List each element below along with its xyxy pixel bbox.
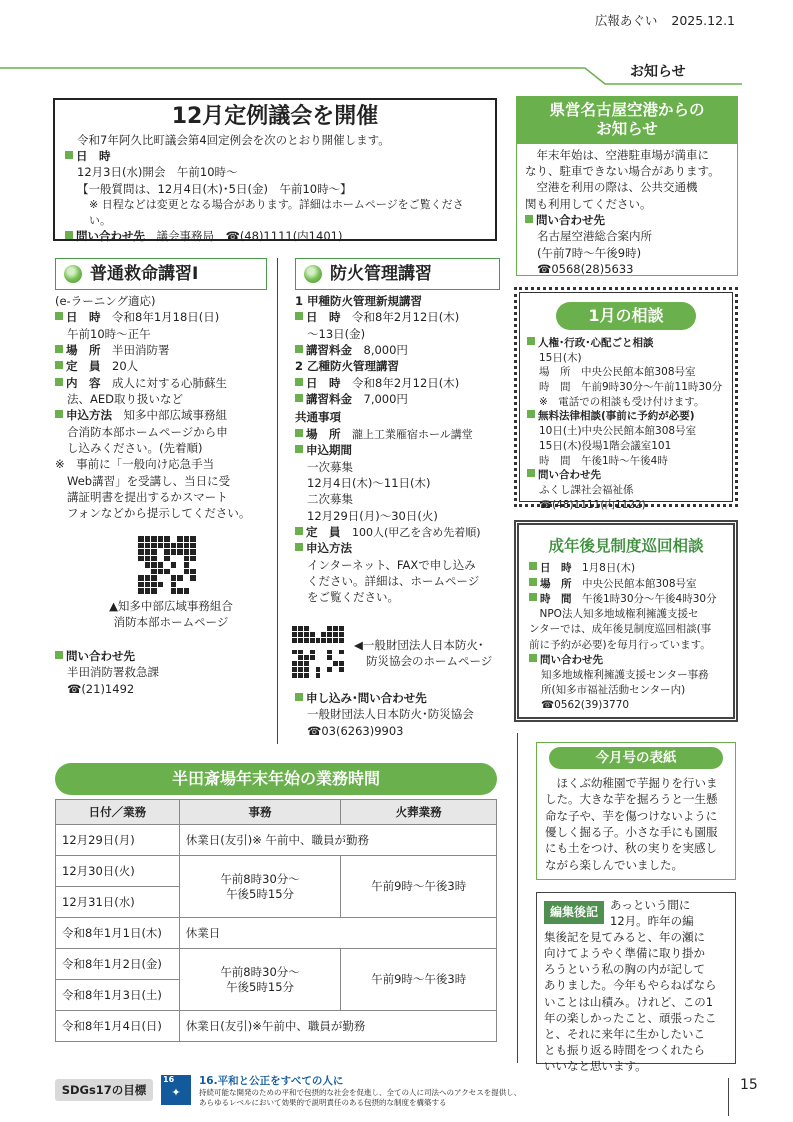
fire-phone: ☎03(6263)9903 [307, 723, 404, 738]
airport-title: 県営名古屋空港からの お知らせ [517, 97, 737, 144]
council-date-value: 12月3日(水)開会 午前10時～ [77, 165, 238, 180]
publication-name: 広報あぐい [594, 13, 658, 28]
council-title: 12月定例議会を開催 [171, 104, 379, 129]
cover-box: 今月号の表紙 ほくぶ幼稚園で芋掘りを行いま した。大きな芋を掘ろうと一生懸 命な子や、芋を傷つけないように 優しく掘る子。小さな手にも園服 にも土をつけ、秋の実りを実感し ながら楽しんでいました。 [536, 742, 736, 880]
airport-body: 年末年始は、空港駐車場が満車に [525, 147, 709, 162]
editor-label: 編集後記 [544, 901, 604, 924]
fire-section: 防火管理講習 1 甲種防火管理新規講習 日 時 令和8年2月12日(木) ～13日(金) 講習料金 8,000円 2 乙種防火管理講習 日 時 令和8年2月12日(木) 講習料金 7,000円 共通事項 場 所 瀧上工業雁宿ホール講堂 申込期間 一次募集 12月4日(木)～11日(木) 二次募集 12月29日(月)～30日(火) 定 員 100人(甲乙を含め先着順) 申込方法 インターネット、FAXで申し込み ください。詳細は、ホームページ をご覧ください。 [295, 258, 500, 606]
orb-icon [64, 265, 82, 283]
table-header: 火葬業務 [341, 800, 497, 825]
guardian-box: 成年後見制度巡回相談 日 時 1月8日(木) 場 所 中央公民館本館308号室 時 間 午後1時30分～午後4時30分 NPO法人知多地域権利擁護支援セ ンターでは、成年後見制度巡回相談(事 前に予約が必要)を毎月行っています。 問い合わせ先 知多地域権利擁護支援センター事務 所(知多市福祉活動センター内) ☎0562(39)3770 [514, 520, 738, 722]
publication-date: 2025.12.1 [671, 13, 735, 28]
table-row: 令和8年1月4日(日) 休業日(友引)※午前中、職員が勤務 [56, 1011, 497, 1042]
column-divider [517, 733, 518, 1063]
section-label: お知らせ [630, 64, 686, 80]
qr-code[interactable] [292, 626, 344, 678]
fire-title-bar [295, 258, 500, 290]
sdgs-footer: SDGs17の目標 16 ✦ 16.平和と公正をすべての人に 持続可能な開発のための平和で包摂的な社会を促進し、全ての人に司法へのアクセスを提供し、 あらゆるレベルにおいて効果的で説明責任のある包摂的な制度を構築する [55, 1075, 717, 1113]
table-row: 令和8年1月3日(土) [56, 980, 497, 1011]
editor-box: 編集後記 あっという間に 12月。昨年の編 集後記を見てみると、年の瀬に 向けてようやく準備に取り掛か ろうという私の胸の内が記して ありました。今年もやらねばなら いことは山積み。けれど、この1 年の楽しかったこと、頑張ったこ と、それに来年に生かしたいこ とも振り返る時間をつくれたら いいなと思います。 [536, 892, 736, 1064]
qr-caption: ▲知多中部広域事務組合 [109, 599, 233, 613]
fire-title: 防火管理講習 [330, 263, 432, 284]
council-intro: 令和7年阿久比町議会第4回定例会を次のとおり開催します。 [77, 132, 390, 147]
orb-icon [304, 265, 322, 283]
consult-box: 1月の相談 人権･行政･心配ごと相談 15日(木) 場 所 中央公民館本館308号室 時 間 午前9時30分～午前11時30分 ※ 電話での相談も受け付けます。 無料法律相談(事前に予約が必要) 10日(土)中央公民館本館308号室 15日(木)役場1階会議室101 時 間 午後1時～午後4時 問い合わせ先 ふくし課社会福祉係 ☎(48)1111(内1122) [514, 287, 738, 507]
council-notice [53, 98, 497, 244]
footer-divider [728, 1078, 729, 1116]
airport-notice: 県営名古屋空港からの お知らせ 年末年始は、空港駐車場が満車に なり、駐車できない場合があります。 空港を利用の際は、公共交通機 関も利用してください。 問い合わせ先 名古屋空港総合案内所 (午前7時～午後9時) ☎0568(28)5633 [516, 96, 738, 276]
qr-code[interactable] [138, 536, 196, 594]
column-divider [277, 258, 278, 744]
airport-contact-label: 問い合わせ先 [536, 213, 605, 228]
table-row: 12月30日(火) 午前8時30分～ 午後5時15分 午前9時～午後3時 [56, 856, 497, 887]
table-row: 令和8年1月1日(木) 休業日 [56, 918, 497, 949]
lifesaving-section: 普通救命講習Ⅰ (e-ラーニング適応) 日 時 令和8年1月18日(日) 午前10時～正午 場 所 半田消防署 定 員 20人 内 容 成人に対する心肺蘇生 法、AED取り扱いなど 申込方法 知多中部広域事務組 合消防本部ホームページから申 し込みください。(先着順) ※ 事前に「一般向け応急手当 Web講習」を受講し、当日に受 講証明書を提出するかスマート フォンなどから提示してください。 [55, 258, 267, 522]
table-row: 12月29日(月) 休業日(友引)※ 午前中、職員が勤務 [56, 825, 497, 856]
crematorium-title: 半田斎場年末年始の業務時間 [55, 763, 497, 795]
guardian-title: 成年後見制度巡回相談 [548, 537, 704, 555]
dove-icon: ✦ [171, 1086, 181, 1099]
consult-title: 1月の相談 [556, 302, 696, 330]
crematorium-section [55, 763, 497, 1042]
table-header: 事務 [179, 800, 341, 825]
council-general-question: 【一般質問は、12月4日(木)･5日(金) 午前10時～】 [77, 181, 352, 196]
lifesaving-phone: ☎(21)1492 [67, 681, 135, 696]
lifesaving-title: 普通救命講習Ⅰ [90, 263, 199, 284]
council-contact-label: 問い合わせ先 [76, 229, 145, 244]
airport-phone: ☎0568(28)5633 [537, 262, 634, 277]
lifesaving-title-bar [55, 258, 267, 290]
cover-title: 今月号の表紙 [549, 747, 723, 769]
table-row: 令和8年1月2日(金) 午前8時30分～ 午後5時15分 午前9時～午後3時 [56, 949, 497, 980]
council-note: ※ 日程などは変更となる場合があります。詳細はホームページをご覧ください。 [89, 197, 464, 227]
council-date-label: 日 時 [76, 148, 111, 163]
sdgs-goal-title: 16.平和と公正をすべての人に [199, 1075, 344, 1087]
page-number: 15 [740, 1077, 758, 1093]
page-header [0, 0, 793, 85]
fire-qr-caption: ◀一般財団法人日本防火･ [354, 638, 484, 652]
lifesaving-contact-label: 問い合わせ先 [66, 649, 135, 663]
table-header: 日付／業務 [56, 800, 180, 825]
table-row: 12月31日(水) [56, 887, 497, 918]
sdgs-label: SDGs17の目標 [55, 1079, 153, 1101]
council-contact-value: 議会事務局 ☎(48)1111(内1401) [156, 229, 343, 244]
crematorium-table [55, 799, 497, 1042]
sdgs-goal-icon: 16 ✦ [161, 1075, 191, 1105]
fire-contact-label: 申し込み･問い合わせ先 [306, 691, 427, 705]
